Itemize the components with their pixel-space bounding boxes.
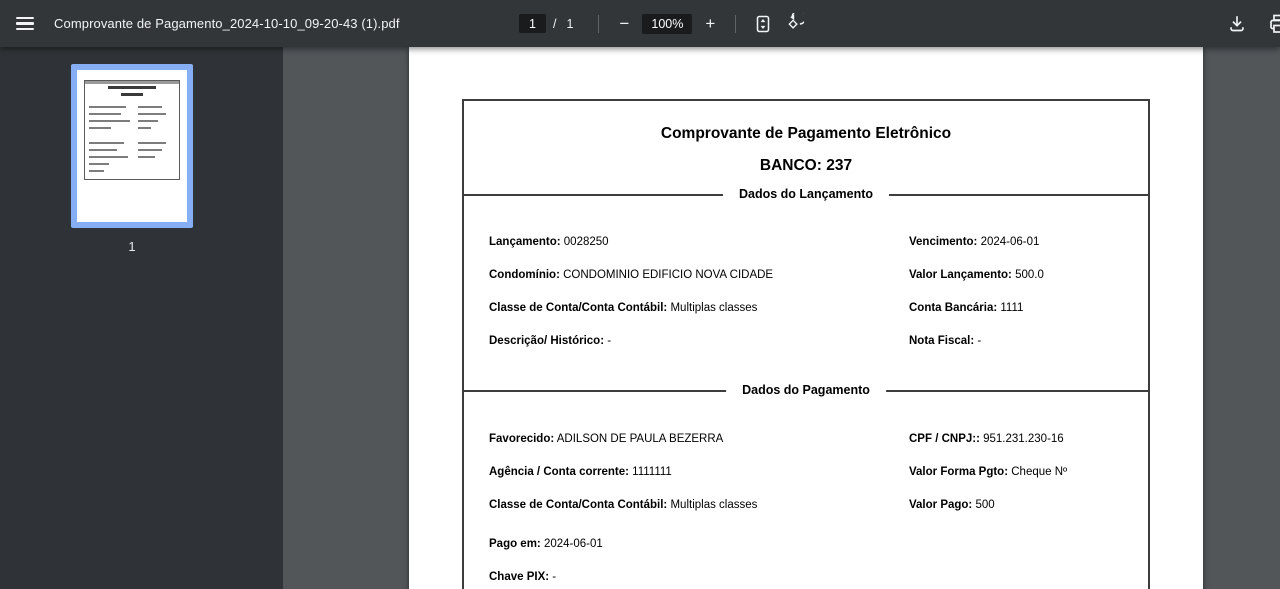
fields-column-right bbox=[909, 431, 1067, 530]
field-row bbox=[909, 464, 1067, 480]
print-button[interactable] bbox=[1264, 9, 1280, 39]
thumbnail-page-number: 1 bbox=[128, 239, 136, 254]
page-thumbnail[interactable] bbox=[71, 64, 193, 228]
toolbar-separator bbox=[598, 15, 599, 33]
field-value: 500 bbox=[972, 499, 995, 511]
field-label: Classe de Conta/Conta Contábil: bbox=[489, 302, 668, 314]
field-row bbox=[489, 464, 757, 480]
fields-column-left bbox=[489, 431, 757, 589]
field-label: Nota Fiscal: bbox=[909, 335, 975, 347]
field-value: 0028250 bbox=[560, 236, 609, 248]
field-row bbox=[909, 431, 1067, 447]
page-number-input[interactable] bbox=[519, 14, 546, 33]
field-value: 2024-06-01 bbox=[540, 538, 603, 550]
print-icon bbox=[1267, 12, 1280, 36]
field-value: 1111 bbox=[997, 302, 1024, 314]
page-count-label: / 1 bbox=[553, 16, 575, 31]
field-label: Chave PIX: bbox=[489, 571, 550, 583]
field-value: - bbox=[974, 335, 982, 347]
field-label: Classe de Conta/Conta Contábil: bbox=[489, 499, 668, 511]
zoom-in-icon: + bbox=[705, 13, 716, 33]
zoom-out-icon: − bbox=[619, 13, 630, 33]
fields-column-left bbox=[489, 234, 773, 366]
field-row bbox=[909, 333, 1044, 349]
fit-to-page-button[interactable] bbox=[748, 9, 778, 39]
field-label: Condomínio: bbox=[489, 269, 560, 281]
field-value: Multiplas classes bbox=[667, 302, 758, 314]
thumbnail-content bbox=[84, 80, 180, 180]
field-row bbox=[489, 300, 773, 316]
field-row bbox=[909, 234, 1044, 250]
field-value: - bbox=[604, 335, 612, 347]
section-heading: Dados do Pagamento bbox=[726, 382, 886, 398]
field-row bbox=[489, 431, 757, 447]
pdf-viewer-toolbar bbox=[0, 0, 1280, 47]
field-value: 500.0 bbox=[1011, 269, 1044, 281]
field-row bbox=[909, 497, 1067, 513]
thumbnail-sidebar bbox=[0, 47, 283, 589]
section-dados-do-lancamento bbox=[464, 187, 1148, 390]
rotate-button[interactable] bbox=[778, 9, 808, 39]
field-value: Multiplas classes bbox=[667, 499, 758, 511]
receipt-header bbox=[464, 101, 1148, 194]
receipt-title: Comprovante de Pagamento Eletrônico bbox=[660, 125, 952, 142]
field-value: Cheque Nº bbox=[1008, 466, 1068, 478]
field-row bbox=[489, 536, 757, 552]
zoom-in-button[interactable] bbox=[697, 9, 723, 39]
toolbar-separator bbox=[735, 15, 736, 33]
field-label: Valor Lançamento: bbox=[909, 269, 1012, 281]
field-label: Pago em: bbox=[489, 538, 541, 550]
pdf-page bbox=[409, 47, 1203, 589]
field-row bbox=[489, 497, 757, 513]
fields-column-right bbox=[909, 234, 1044, 366]
field-label: Conta Bancária: bbox=[909, 302, 998, 314]
section-dados-do-pagamento bbox=[464, 383, 1148, 589]
menu-icon bbox=[16, 17, 34, 30]
receipt-border-box bbox=[462, 99, 1150, 589]
download-button[interactable] bbox=[1222, 9, 1252, 39]
zoom-level-display: 100% bbox=[642, 14, 692, 34]
field-value: - bbox=[549, 571, 557, 583]
field-label: Valor Pago: bbox=[909, 499, 973, 511]
field-label: CPF / CNPJ:: bbox=[909, 433, 980, 445]
thumbnail-page-preview bbox=[77, 70, 187, 222]
field-label: Lançamento: bbox=[489, 236, 561, 248]
field-value: ADILSON DE PAULA BEZERRA bbox=[554, 433, 724, 445]
section-heading: Dados do Lançamento bbox=[723, 186, 889, 202]
menu-button[interactable] bbox=[10, 9, 40, 39]
field-value: 951.231.230-16 bbox=[979, 433, 1064, 445]
field-row bbox=[489, 333, 773, 349]
field-label: Favorecido: bbox=[489, 433, 555, 445]
field-row bbox=[489, 569, 757, 585]
field-value: 1111111 bbox=[628, 466, 672, 478]
field-row bbox=[909, 300, 1044, 316]
field-label: Descrição/ Histórico: bbox=[489, 335, 605, 347]
receipt-bank-line: BANCO: 237 bbox=[759, 157, 853, 174]
document-filename: Comprovante de Pagamento_2024-10-10_09-20-43 (1).pdf bbox=[54, 16, 400, 31]
fit-to-page-icon bbox=[752, 13, 774, 35]
zoom-out-button[interactable] bbox=[611, 9, 637, 39]
field-value: CONDOMINIO EDIFICIO NOVA CIDADE bbox=[559, 269, 774, 281]
field-row bbox=[489, 234, 773, 250]
field-label: Agência / Conta corrente: bbox=[489, 466, 629, 478]
field-label: Vencimento: bbox=[909, 236, 978, 248]
field-value: 2024-06-01 bbox=[977, 236, 1040, 248]
field-row bbox=[489, 267, 773, 283]
download-icon bbox=[1226, 13, 1248, 35]
rotate-counterclockwise-icon bbox=[782, 13, 804, 35]
field-label: Valor Forma Pgto: bbox=[909, 466, 1009, 478]
field-row bbox=[909, 267, 1044, 283]
